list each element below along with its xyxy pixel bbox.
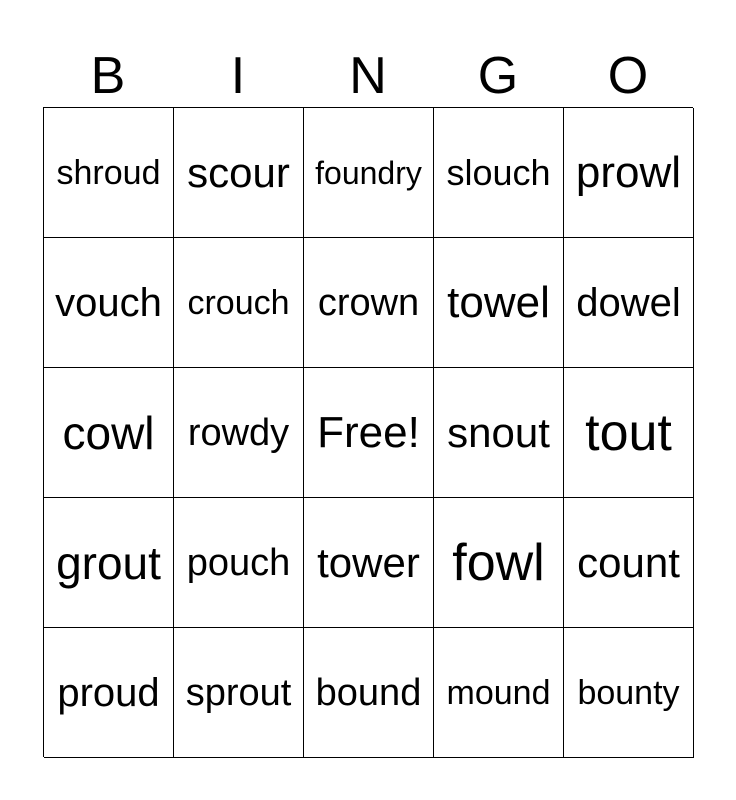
bingo-grid (43, 107, 693, 757)
bingo-free-cell: Free! (304, 368, 434, 498)
bingo-cell: tout (564, 368, 694, 498)
bingo-cell: count (564, 498, 694, 628)
header-letter-g: G (477, 47, 519, 105)
bingo-cell: crown (304, 238, 434, 368)
bingo-cell: towel (434, 238, 564, 368)
bingo-cell: scour (174, 108, 304, 238)
bingo-cell: dowel (564, 238, 694, 368)
header-letter-i: I (230, 47, 246, 105)
bingo-cell: vouch (44, 238, 174, 368)
bingo-cell: bound (304, 628, 434, 758)
header-letter-o: O (607, 47, 649, 105)
bingo-cell: foundry (304, 108, 434, 238)
bingo-cell: pouch (174, 498, 304, 628)
bingo-cell: proud (44, 628, 174, 758)
bingo-cell: sprout (174, 628, 304, 758)
bingo-cell: snout (434, 368, 564, 498)
header-letter-b: B (90, 47, 126, 105)
bingo-cell: crouch (174, 238, 304, 368)
bingo-cell: slouch (434, 108, 564, 238)
bingo-cell: cowl (44, 368, 174, 498)
bingo-cell: shroud (44, 108, 174, 238)
bingo-cell: mound (434, 628, 564, 758)
bingo-header (43, 44, 693, 108)
bingo-cell: grout (44, 498, 174, 628)
bingo-cell: prowl (564, 108, 694, 238)
header-letter-n: N (349, 47, 387, 105)
bingo-cell: rowdy (174, 368, 304, 498)
bingo-cell: bounty (564, 628, 694, 758)
bingo-cell: tower (304, 498, 434, 628)
bingo-cell: fowl (434, 498, 564, 628)
